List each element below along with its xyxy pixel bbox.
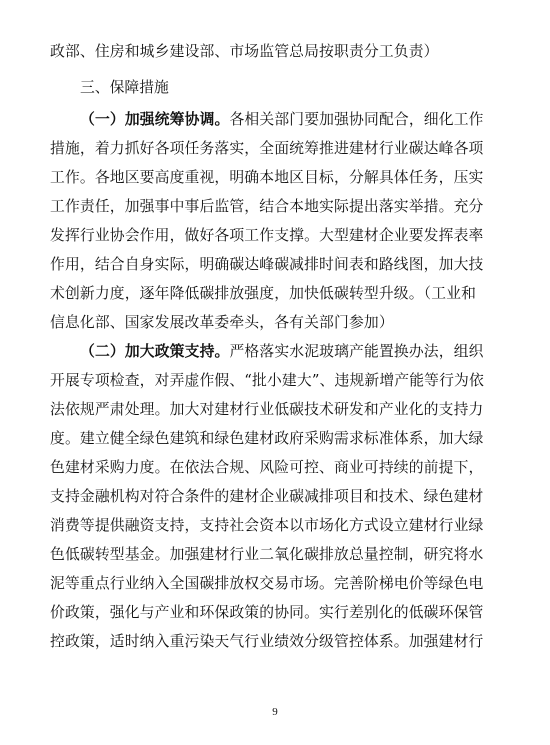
text-line: 术创新力度，逐年降低碳排放强度，加快低碳转型升级。（工业和 xyxy=(50,285,477,302)
page-number: 9 xyxy=(272,706,278,718)
text-line: 色建材采购力度。在依法合规、风险可控、商业可持续的前提下， xyxy=(50,459,484,476)
text-line: 色低碳转型基金。加强建材行业二氧化碳排放总量控制，研究将水 xyxy=(50,546,484,563)
text-line: 发挥行业协会作用，做好各项工作支撑。大型建材企业要发挥表率 xyxy=(50,227,484,244)
paragraph-2-first-line xyxy=(80,338,502,366)
text-line: 开展专项检查，对弄虚作假、“批小建大”、违规新增产能等行为依 xyxy=(50,372,484,389)
text-line: 泥等重点行业纳入全国碳排放权交易市场。完善阶梯电价等绿色电 xyxy=(50,575,484,592)
text-line: 工作责任，加强事中事后监管，结合本地实际提出落实举措。充分 xyxy=(50,198,484,215)
text-line: 价政策，强化与产业和环保政策的协同。实行差别化的低碳环保管 xyxy=(50,604,484,621)
paragraph-2-title: （二）加大政策支持。 xyxy=(80,343,230,360)
text-line: 法依规严肃处理。加大对建材行业低碳技术研发和产业化的支持力 xyxy=(50,401,484,418)
text-line: 消费等提供融资支持，支持社会资本以市场化方式设立建材行业绿 xyxy=(50,517,484,534)
text-line: 作用，结合自身实际，明确碳达峰碳减排时间表和路线图，加大技 xyxy=(50,256,484,273)
text-line: 支持金融机构对符合条件的建材企业碳减排项目和技术、绿色建材 xyxy=(50,488,484,505)
paragraph-2-text: 严格落实水泥玻璃产能置换办法，组织 xyxy=(229,343,484,360)
text-line: 政部、住房和城乡建设部、市场监管总局按职责分工负责） xyxy=(50,43,439,60)
section-heading: 三、保障措施 xyxy=(80,79,169,96)
paragraph-1-title: （一）加强统筹协调。 xyxy=(80,111,230,128)
text-line: 控政策，适时纳入重污染天气行业绩效分级管控体系。加强建材行 xyxy=(50,633,484,650)
paragraph-1-first-line xyxy=(80,106,502,134)
paragraph-1-text: 各相关部门要加强协同配合，细化工作 xyxy=(229,111,484,128)
text-line: 工作。各地区要高度重视，明确本地区目标，分解具体任务，压实 xyxy=(50,169,484,186)
text-line: 信息化部、国家发展改革委牵头，各有关部门参加） xyxy=(50,314,394,331)
text-line: 度。建立健全绿色建筑和绿色建材政府采购需求标准体系，加大绿 xyxy=(50,430,484,447)
text-line: 措施，着力抓好各项任务落实，全面统筹推进建材行业碳达峰各项 xyxy=(50,140,484,157)
